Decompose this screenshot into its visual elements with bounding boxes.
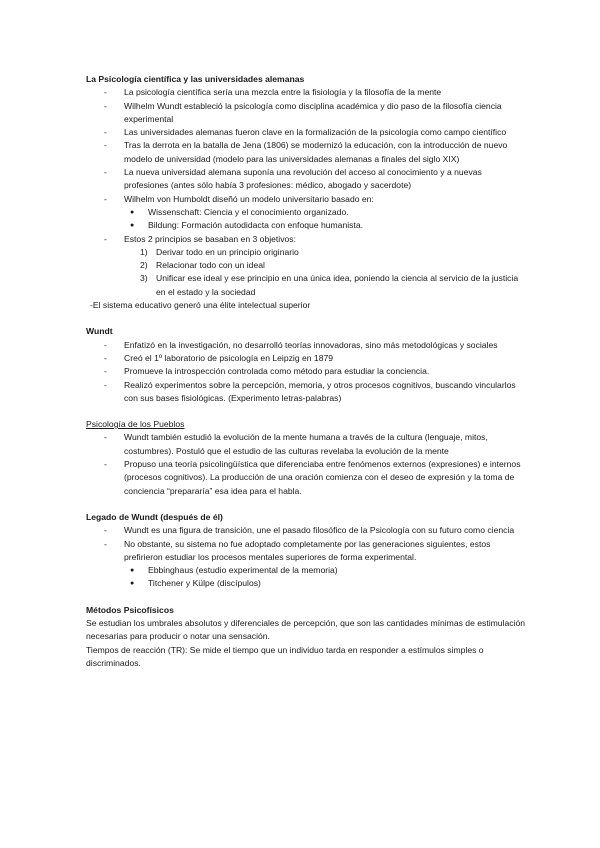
list-item: - Enfatizó en la investigación, no desarrolló teorías innovadoras, sino más metodológicas y sociales: [86, 339, 526, 352]
list-item: - Creó el 1º laboratorio de psicología en Leipzig en 1879: [86, 352, 526, 365]
list-item: - Wilhelm von Humboldt diseñó un modelo universitario basado en:: [86, 193, 526, 206]
list-item: - Tras la derrota en la batalla de Jena (1806) se modernizó la educación, con la introducción de nuevo modelo de universidad (modelo para las universidades alemanas a finales del siglo XIX): [86, 139, 526, 166]
number-marker: 2): [140, 260, 148, 271]
bullet-list: [86, 86, 526, 206]
sub-list-item: ● Titchener y Külpe (discípulos): [86, 577, 526, 590]
paragraph: Se estudian los umbrales absolutos y diferenciales de percepción, que son las cantidades mínimas de estimulación necesarias para producir o notar una sensación.: [86, 617, 526, 642]
document-page: [86, 73, 526, 670]
list-item: - Realizó experimentos sobre la percepción, memoria, y otros procesos cognitivos, buscando vincularlos con sus bases fisiológicas. (Experimento letras-palabras): [86, 379, 526, 406]
bullet-list: [86, 339, 526, 405]
section-wundt: [86, 325, 526, 405]
closing-line: -El sistema educativo generó una élite intelectual superior: [90, 300, 311, 311]
list-item: - Wilhelm Wundt estableció la psicología como disciplina académica y dio paso de la filosofía ciencia experimental: [86, 100, 526, 127]
numbered-list: [86, 246, 526, 299]
sub-list-item: ● Bildung: Formación autodidacta con enfoque humanista.: [86, 219, 526, 232]
numbered-item-text: Relacionar todo con un ideal: [156, 260, 265, 271]
numbered-item-text: Derivar todo en un principio originario: [156, 246, 299, 257]
section-metodos: [86, 604, 526, 670]
section-universidades: [86, 73, 526, 312]
section-title: La Psicología científica y las universidades alemanas: [86, 74, 305, 84]
numbered-item: [86, 272, 526, 299]
sub-bullet-list: [86, 564, 526, 591]
list-item: - No obstante, su sistema no fue adoptado completamente por las generaciones siguientes, estos prefirieron estudiar los procesos mentales superiores de forma experimental.: [86, 538, 526, 565]
section-title: Psicología de los Pueblos: [86, 419, 185, 430]
list-item: - Propuso una teoría psicolingüística que diferenciaba entre fenómenos externos (expresiones) e internos (procesos cognitivos). La producción de una oración comienza con el deseo de expresión y la toma de conciencia “prepararía” esa idea para el habla.: [86, 458, 526, 498]
bullet-list: [86, 431, 526, 497]
sub-bullet-list: [86, 206, 526, 233]
section-title: Wundt: [86, 326, 113, 337]
list-item: - Las universidades alemanas fueron clave en la formalización de la psicología como campo científico: [86, 126, 526, 139]
list-item: - Wundt es una figura de transición, une el pasado filosófico de la Psicología con su futuro como ciencia: [86, 524, 526, 537]
sub-list-item: ● Wissenschaft: Ciencia y el conocimiento organizado.: [86, 206, 526, 219]
sub-list-item: ● Ebbinghaus (estudio experimental de la memoria): [86, 564, 526, 577]
list-item: - Promueve la introspección controlada como método para estudiar la conciencia.: [86, 365, 526, 378]
paragraph: Tiempos de reacción (TR): Se mide el tiempo que un individuo tarda en responder a estímulos simples o discriminados.: [86, 644, 484, 668]
number-marker: 3): [140, 273, 148, 284]
numbered-item-text: Unificar ese ideal y ese principio en una única idea, poniendo la ciencia al servicio de la justicia en el estado y la sociedad: [156, 273, 519, 297]
section-title: Métodos Psicofísicos: [86, 604, 174, 615]
section-title: Legado de Wundt (después de él): [86, 511, 223, 522]
list-item: - La nueva universidad alemana suponía una revolución del acceso al conocimiento y a nuevas profesiones (antes sólo había 3 profesiones: médico, abogado y sacerdote): [86, 166, 526, 193]
numbered-item: [86, 259, 526, 272]
bullet-list: [86, 524, 526, 564]
list-item: - La psicología científica sería una mezcla entre la fisiología y la filosofía de la mente: [86, 86, 526, 99]
list-item: - Wundt también estudió la evolución de la mente humana a través de la cultura (lenguaje, mitos, costumbres). Postuló que el estudio de las culturas revelaba la evolución de la mente: [86, 431, 526, 458]
list-item: - Estos 2 principios se basaban en 3 objetivos:: [86, 233, 526, 246]
bullet-list: [86, 233, 526, 246]
number-marker: 1): [140, 246, 148, 257]
section-legado: [86, 511, 526, 591]
numbered-item: [86, 246, 526, 259]
section-psicologia-pueblos: [86, 418, 526, 498]
